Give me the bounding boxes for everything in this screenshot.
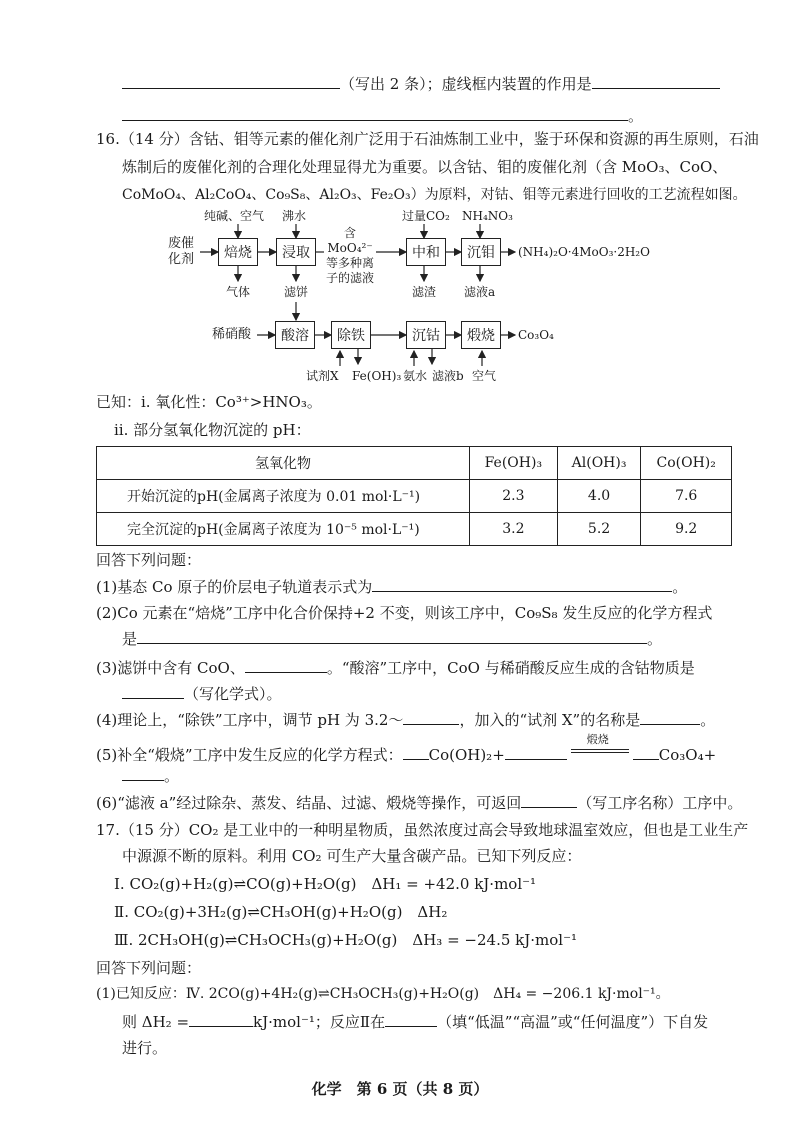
blank (385, 1012, 437, 1027)
q17-p1b-pre: 则 ΔH₂ = (122, 1013, 190, 1031)
blank (403, 745, 429, 760)
q16-answer-intro: 回答下列问题： (96, 551, 202, 569)
table-cell: 2.3 (470, 480, 558, 513)
table-header-row (97, 447, 732, 480)
q16-p3b (122, 684, 282, 704)
blank (403, 710, 459, 725)
mo-reagent: NH₄NO₃ (462, 209, 513, 223)
dissolve-box: 酸溶 (275, 321, 315, 349)
fe-remove-box: 除铁 (331, 321, 371, 349)
blank (505, 745, 567, 760)
q16-p5-a: Co(OH)₂+ (428, 746, 505, 764)
roast-reagent: 纯碱、空气 (204, 209, 265, 223)
table-header-cell: Fe(OH)₃ (470, 447, 558, 480)
q16-p2-end: 。 (647, 630, 663, 648)
roast-box: 焙烧 (218, 238, 258, 266)
mo-product: (NH₄)₂O·4MoO₃·2H₂O (518, 245, 650, 259)
q16-p1 (96, 577, 687, 597)
filtrate-a-label: 滤液a (464, 285, 496, 299)
table-header-cell: 氢氧化物 (97, 447, 470, 480)
q16-p6 (96, 793, 742, 813)
q17-p1b-post: （填“低温”“高温”或“任何温度”）下自发 (437, 1013, 709, 1031)
gas-label: 气体 (226, 285, 251, 299)
q16-p4 (96, 710, 715, 730)
table-cell: 9.2 (641, 513, 732, 546)
neutral-reagent: 过量CO₂ (402, 209, 450, 223)
table-row (97, 480, 732, 513)
table-cell: 3.2 (470, 513, 558, 546)
reagent-x-label: 试剂X (306, 369, 339, 383)
q16-p3b-text: （写化学式）。 (184, 685, 282, 703)
filtrate-b-label: 滤液b (432, 369, 464, 383)
q16-p5-line2 (122, 766, 179, 786)
q16-p2b-text: 是 (122, 630, 138, 648)
acid-label: 稀硝酸 (212, 327, 252, 342)
blank (245, 658, 327, 673)
flowchart-arrows (0, 0, 800, 400)
q16-intro-2: 炼制后的废催化剂的合理化处理显得尤为重要。以含钴、钼的废催化剂（含 MoO₃、CoO、 (122, 158, 728, 176)
q16-p3a (96, 658, 695, 678)
page-footer: 化学 第 6 页（共 8 页） (311, 1080, 489, 1098)
table-cell: 5.2 (557, 513, 641, 546)
cake-label: 滤饼 (284, 285, 309, 299)
q17-intro-1: 17.（15 分）CO₂ 是工业中的一种明星物质，虽然浓度过高会导致地球温室效应，但也是工业生产 (96, 821, 749, 839)
q16-p3a-post: 。“酸溶”工序中，CoO 与稀硝酸反应生成的含钴物质是 (326, 659, 695, 677)
calcine-box: 煅烧 (461, 321, 501, 349)
q17-answer-intro: 回答下列问题： (96, 959, 202, 977)
q17-reaction-1: Ⅰ. CO₂(g)+H₂(g)⇌CO(g)+H₂O(g) ΔH₁ = +42.0 kJ·mol⁻¹ (114, 875, 537, 893)
calcine-condition: 煅烧 (586, 733, 609, 746)
blank (372, 577, 672, 592)
q16-p4-pre: (4)理论上，“除铁”工序中，调节 pH 为 3.2～ (96, 711, 404, 729)
feed-label: 废催化剂 (168, 236, 195, 267)
q16-p4-end: 。 (700, 711, 716, 729)
co-product: Co₃O₄ (518, 328, 554, 342)
known-1: 已知：ⅰ. 氧化性：Co³⁺>HNO₃。 (96, 393, 322, 411)
q17-p1c: 进行。 (122, 1039, 168, 1057)
q16-p6-pre: (6)“滤液 a”经过除杂、蒸发、结晶、过滤、煅烧等操作，可返回 (96, 794, 522, 812)
table-cell: 完全沉淀的pH(金属离子浓度为 10⁻⁵ mol·L⁻¹) (97, 513, 470, 546)
blank (137, 629, 647, 644)
q16-p5-pre: (5)补全“煅烧”工序中发生反应的化学方程式： (96, 746, 403, 764)
q17-p1b-mid: kJ·mol⁻¹；反应Ⅱ在 (253, 1013, 386, 1031)
q16-p4-mid: ，加入的“试剂 X”的名称是 (459, 711, 641, 729)
leach-reagent: 沸水 (282, 209, 307, 223)
q17-p1b (122, 1012, 708, 1032)
mo-ppt-box: 沉钼 (461, 238, 501, 266)
q16-p1-end: 。 (672, 578, 688, 596)
blank (521, 793, 577, 808)
filtrate-note: 含MoO₄²⁻等多种离子的滤液 (326, 226, 375, 285)
q16-p2a: (2)Co 元素在“焙烧”工序中化合价保持+2 不变，则该工序中，Co₉S₈ 发生反应的化学方程式 (96, 604, 713, 622)
q16-p5-b: Co₃O₄+ (658, 746, 717, 764)
hydroxide-ph-table (96, 446, 732, 546)
ammonia-label: 氨水 (403, 369, 428, 383)
table-cell: 开始沉淀的pH(金属离子浓度为 0.01 mol·L⁻¹) (97, 480, 470, 513)
process-flowchart (0, 0, 800, 400)
table-cell: 7.6 (641, 480, 732, 513)
q17-p1a: (1)已知反应：Ⅳ. 2CO(g)+4H₂(g)⇌CH₃OCH₃(g)+H₂O(g) ΔH₄ = −206.1 kJ·mol⁻¹。 (96, 986, 670, 1002)
q16-intro-1: 16.（14 分）含钴、钼等元素的催化剂广泛用于石油炼制工业中，鉴于环保和资源的再生原则，石油 (96, 130, 759, 148)
q16-intro-3: CoMoO₄、Al₂CoO₄、Co₉S₈、Al₂O₃、Fe₂O₃）为原料，对钴、钼等元素进行回收的工艺流程如图。 (122, 187, 747, 203)
feoh-label: Fe(OH)₃ (352, 369, 402, 383)
calcine-arrow (571, 733, 629, 760)
residue-label: 滤渣 (412, 285, 437, 299)
leach-box: 浸取 (276, 238, 316, 266)
neutral-box: 中和 (406, 238, 446, 266)
known-2: ⅱ. 部分氢氧化物沉淀的 pH： (114, 421, 311, 439)
blank (633, 745, 659, 760)
q16-p5 (96, 733, 717, 765)
blank (640, 710, 700, 725)
air-label: 空气 (472, 369, 497, 383)
blank (122, 766, 164, 781)
table-header-cell: Co(OH)₂ (641, 447, 732, 480)
q16-p3a-pre: (3)滤饼中含有 CoO、 (96, 659, 245, 677)
table-header-cell: Al(OH)₃ (557, 447, 641, 480)
q16-p5-end: 。 (164, 767, 180, 785)
table-cell: 4.0 (557, 480, 641, 513)
q17-reaction-2: Ⅱ. CO₂(g)+3H₂(g)⇌CH₃OH(g)+H₂O(g) ΔH₂ (114, 903, 448, 921)
q16-p1-text: (1)基态 Co 原子的价层电子轨道表示式为 (96, 578, 373, 596)
q16-p2b (122, 629, 662, 649)
co-ppt-box: 沉钴 (406, 321, 446, 349)
q16-p6-end: （写工序名称）工序中。 (577, 794, 743, 812)
top-line1-text: （写出 2 条）；虚线框内装置的作用是 (340, 75, 592, 93)
table-row (97, 513, 732, 546)
blank (122, 684, 184, 699)
q17-reaction-3: Ⅲ. 2CH₃OH(g)⇌CH₃OCH₃(g)+H₂O(g) ΔH₃ = −24.5 kJ·mol⁻¹ (114, 931, 578, 949)
top-line2-end: 。 (628, 107, 644, 125)
q17-intro-2: 中源源不断的原料。利用 CO₂ 可生产大量含碳产品。已知下列反应： (122, 847, 582, 865)
blank (189, 1012, 253, 1027)
